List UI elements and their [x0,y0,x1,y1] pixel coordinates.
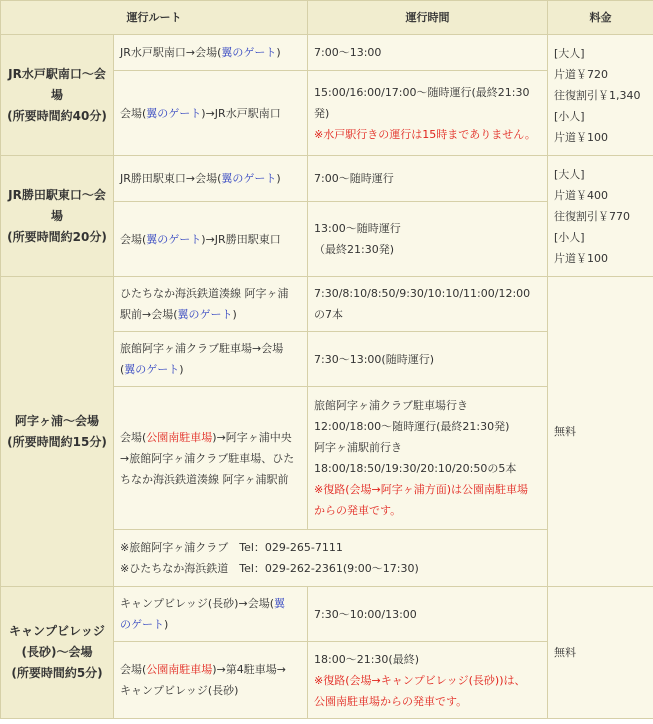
contact-line: ※ひたちなか海浜鉄道 Tel：029-262-2361(9:00～17:30) [120,562,419,575]
contact-cell [114,530,548,587]
south-parking-link[interactable]: 公園南駐車場 [146,663,213,676]
gate-link[interactable]: のゲート [120,618,164,631]
table-row [1,587,653,642]
bus-schedule-table [0,0,653,35]
route-cell: JR勝田駅東口→会場(翼のゲート) [114,156,308,202]
header-time: 運行時間 [308,1,548,35]
time-note: からの発車です。 [314,504,402,517]
fare-cell-mito: [大人] 片道￥720 往復割引￥1,340 [小人] 片道￥100 [548,35,653,156]
header-route: 運行ルート [1,1,308,35]
time-cell: 旅館阿字ヶ浦クラブ駐車場行き 12:00/18:00～随時運行(最終21:30発) 阿字ヶ浦駅前行き 18:00/18:50/19:30/20:10/20:50の5本 ※復路(会場→阿字ヶ浦方面)は公園南駐車場 からの発車です。 [308,387,548,530]
route-cell: 会場(公園南駐車場)→第4駐車場→ キャンプビレッジ(長砂) [114,642,308,719]
gate-link[interactable]: 翼のゲート [124,363,180,376]
gate-link[interactable]: 翼のゲート [221,172,277,185]
area-cell-mito: JR水戸駅南口～会 場 (所要時間約40分) [1,35,114,156]
area-cell-camp-village: キャンプビレッジ (長砂)～会場 (所要時間約5分) [1,587,114,719]
table-row [1,156,653,202]
time-cell: 18:00～21:30(最終) ※復路(会場→キャンプビレッジ(長砂))は、 公園南駐車場からの発車です。 [308,642,548,719]
time-cell: 15:00/16:00/17:00～随時運行(最終21:30 発) ※水戸駅行きの運行は15時までありません。 [308,71,548,156]
fare-cell-katsuta: [大人] 片道￥400 往復割引￥770 [小人] 片道￥100 [548,156,653,277]
route-cell: JR水戸駅南口→会場(翼のゲート) [114,35,308,71]
time-cell: 7:30/8:10/8:50/9:30/10:10/11:00/12:00 の7本 [308,277,548,332]
fare-cell-camp-village: 無料 [548,587,653,719]
route-cell: キャンプビレッジ(長砂)→会場(翼 のゲート) [114,587,308,642]
header-fare: 料金 [548,1,653,35]
route-cell: 会場(翼のゲート)→JR水戸駅南口 [114,71,308,156]
time-note: ※水戸駅行きの運行は15時までありません。 [314,127,536,141]
table-row [1,277,653,332]
gate-link[interactable]: 翼 [273,597,285,610]
time-note: ※復路(会場→阿字ヶ浦方面)は公園南駐車場 [314,483,529,496]
time-cell: 7:00～13:00 [308,35,548,71]
time-cell: 13:00～随時運行 （最終21:30発) [308,202,548,277]
bus-schedule-body [0,34,653,719]
time-note: 公園南駐車場からの発車です。 [314,694,468,708]
route-cell: 会場(翼のゲート)→JR勝田駅東口 [114,202,308,277]
time-cell: 7:30～10:00/13:00 [308,587,548,642]
gate-link[interactable]: 翼のゲート [146,106,202,120]
time-cell: 7:00～随時運行 [308,156,548,202]
table-row [1,35,653,71]
time-cell: 7:30～13:00(随時運行) [308,332,548,387]
route-cell: 会場(公園南駐車場)→阿字ヶ浦中央 →旅館阿字ヶ浦クラブ駐車場、ひた ちなか海浜鉄道湊線 阿字ヶ浦駅前 [114,387,308,530]
time-note: ※復路(会場→キャンプビレッジ(長砂))は、 [314,673,526,687]
fare-cell-ajigaura: 無料 [548,277,653,587]
contact-line: ※旅館阿字ヶ浦クラブ Tel：029-265-7111 [120,541,343,554]
gate-link[interactable]: 翼のゲート [221,46,277,59]
gate-link[interactable]: 翼のゲート [146,232,202,246]
south-parking-link[interactable]: 公園南駐車場 [146,430,213,444]
gate-link[interactable]: 翼のゲート [177,308,233,321]
route-cell: ひたちなか海浜鉄道湊線 阿字ヶ浦 駅前→会場(翼のゲート) [114,277,308,332]
area-cell-katsuta: JR勝田駅東口～会 場 (所要時間約20分) [1,156,114,277]
area-cell-ajigaura: 阿字ヶ浦～会場 (所要時間約15分) [1,277,114,587]
table-header-row [1,1,653,35]
route-cell: 旅館阿字ヶ浦クラブ駐車場→会場 (翼のゲート) [114,332,308,387]
